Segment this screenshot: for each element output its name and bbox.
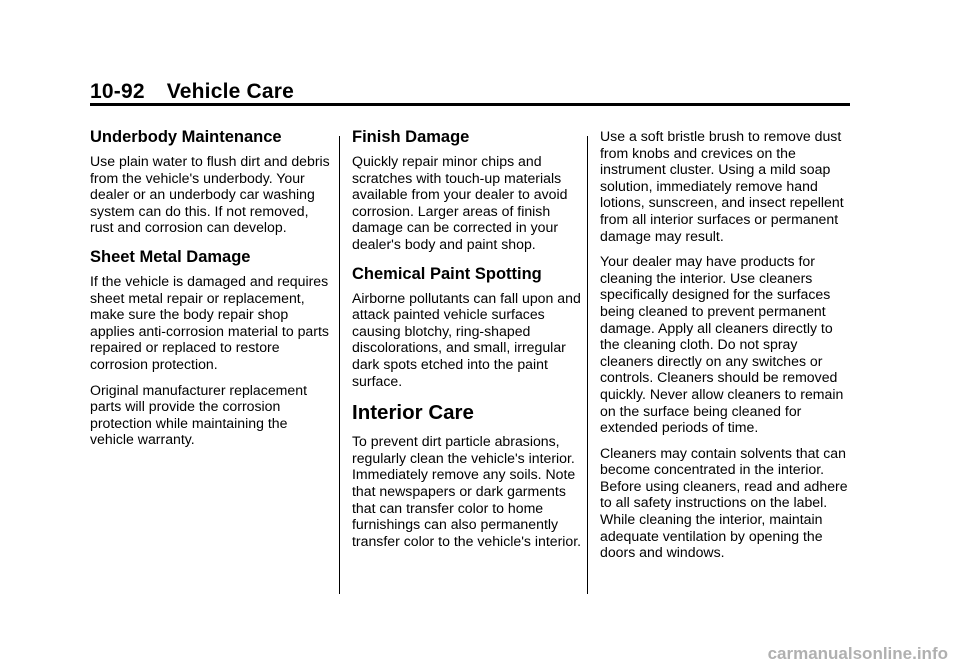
watermark: carmanualsonline.info	[767, 644, 948, 663]
paragraph: Use plain water to flush dirt and debris from the vehicle's underbody. Your dealer or an underbody car washing system can do this. If not removed, rust and corrosion can develop.	[90, 153, 330, 236]
paragraph: If the vehicle is damaged and requires sheet metal repair or replacement, make sure the body repair shop applies anti-corrosion material to parts repaired or replaced to restore corrosion protection.	[90, 272, 329, 372]
heading-underbody-maintenance: Underbody Maintenance	[90, 128, 282, 146]
paragraph: Original manufacturer replacement parts will provide the corrosion protection while maintaining the vehicle warranty.	[90, 381, 307, 448]
column-1	[90, 128, 330, 457]
header-rule	[90, 103, 850, 106]
heading-sheet-metal-damage: Sheet Metal Damage	[90, 247, 251, 266]
paragraph: Your dealer may have products for cleaning the interior. Use cleaners specifically designed for the surfaces being cleaned to prevent permanent damage. Apply all cleaners directly to the cleaning cloth. Do not spray cleaners directly on any switches or controls. Cleaners should be removed quickly. Never allow cleaners to remain on the surface being cleaned for extended periods of time.	[600, 253, 844, 436]
column-divider	[339, 136, 340, 594]
paragraph: Quickly repair minor chips and scratches with touch-up materials available from your dealer to avoid corrosion. Larger areas of finish damage can be corrected in your dealer's body and paint shop.	[352, 153, 568, 252]
paragraph: To prevent dirt particle abrasions, regularly clean the vehicle's interior. Immediately remove any soils. Note that newspapers or dark garments that can transfer color to home furnishings can also permanently transfer color to the vehicle's interior.	[352, 433, 582, 549]
paragraph: Airborne pollutants can fall upon and attack painted vehicle surfaces causing blotchy, ring-shaped discolorations, and small, irregular dark spots etched into the paint surface.	[352, 289, 581, 389]
paragraph: Cleaners may contain solvents that can become concentrated in the interior. Before using cleaners, read and adhere to all safety instructions on the label. While cleaning the interior, maintain adequate ventilation by opening the doors and windows.	[600, 444, 848, 561]
page-number: 10-92	[90, 80, 145, 103]
heading-interior-care: Interior Care	[352, 401, 474, 425]
page-header	[90, 80, 294, 104]
column-2	[352, 128, 592, 558]
heading-finish-damage: Finish Damage	[352, 128, 470, 146]
paragraph: Use a soft bristle brush to remove dust from knobs and crevices on the instrument cluster. Using a mild soap solution, immediately remove hand lotions, sunscreen, and insect repellent from all interior surfaces or permanent damage may result.	[600, 128, 844, 244]
section-title: Vehicle Care	[166, 80, 295, 103]
column-3	[600, 128, 852, 570]
heading-chemical-paint-spotting: Chemical Paint Spotting	[352, 264, 542, 283]
